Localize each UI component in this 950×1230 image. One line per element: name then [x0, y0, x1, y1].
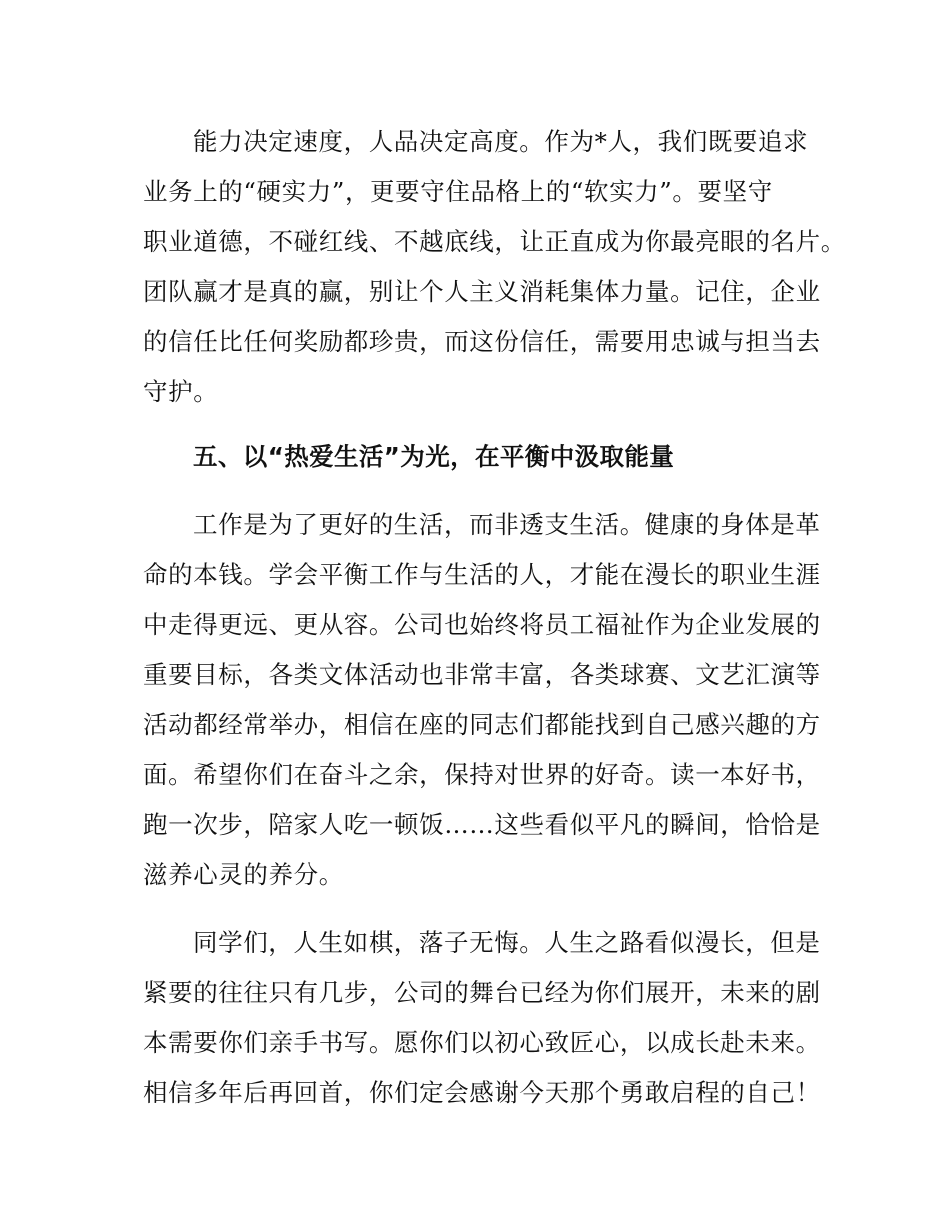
text-line: 相信多年后再回首，你们定会感谢今天那个勇敢启程的自己！: [143, 1078, 821, 1107]
text-line: 业务上的“硬实力”，更要守住品格上的“软实力”。要坚守: [143, 177, 773, 206]
text-line: 工作是为了更好的生活，而非透支生活。健康的身体是革: [193, 510, 821, 539]
text-line: 活动都经常举办，相信在座的同志们都能找到自己感兴趣的方: [143, 710, 821, 739]
text-line: 职业道德，不碰红线、不越底线，让正直成为你最亮眼的名片。: [143, 227, 846, 256]
text-line: 面。希望你们在奋斗之余，保持对世界的好奇。读一本好书，: [143, 760, 821, 789]
text-line: 跑一次步，陪家人吃一顿饭……这些看似平凡的瞬间，恰恰是: [143, 810, 821, 839]
section-heading: 五、以“热爱生活”为光，在平衡中汲取能量: [193, 442, 675, 471]
text-line: 守护。: [143, 377, 219, 406]
text-line: 团队赢才是真的赢，别让个人主义消耗集体力量。记住，企业: [143, 277, 821, 306]
text-line: 滋养心灵的养分。: [143, 860, 344, 889]
text-line: 中走得更远、更从容。公司也始终将员工福祉作为企业发展的: [143, 610, 821, 639]
text-line: 的信任比任何奖励都珍贵，而这份信任，需要用忠诚与担当去: [143, 327, 821, 356]
text-line: 同学们，人生如棋，落子无悔。人生之路看似漫长，但是: [193, 928, 821, 957]
text-line: 能力决定速度，人品决定高度。作为*人，我们既要追求: [193, 127, 809, 156]
text-line: 紧要的往往只有几步，公司的舞台已经为你们展开，未来的剧: [143, 978, 821, 1007]
text-line: 命的本钱。学会平衡工作与生活的人，才能在漫长的职业生涯: [143, 560, 821, 589]
text-line: 本需要你们亲手书写。愿你们以初心致匠心，以成长赴未来。: [143, 1028, 821, 1057]
text-line: 重要目标，各类文体活动也非常丰富，各类球赛、文艺汇演等: [143, 660, 821, 689]
